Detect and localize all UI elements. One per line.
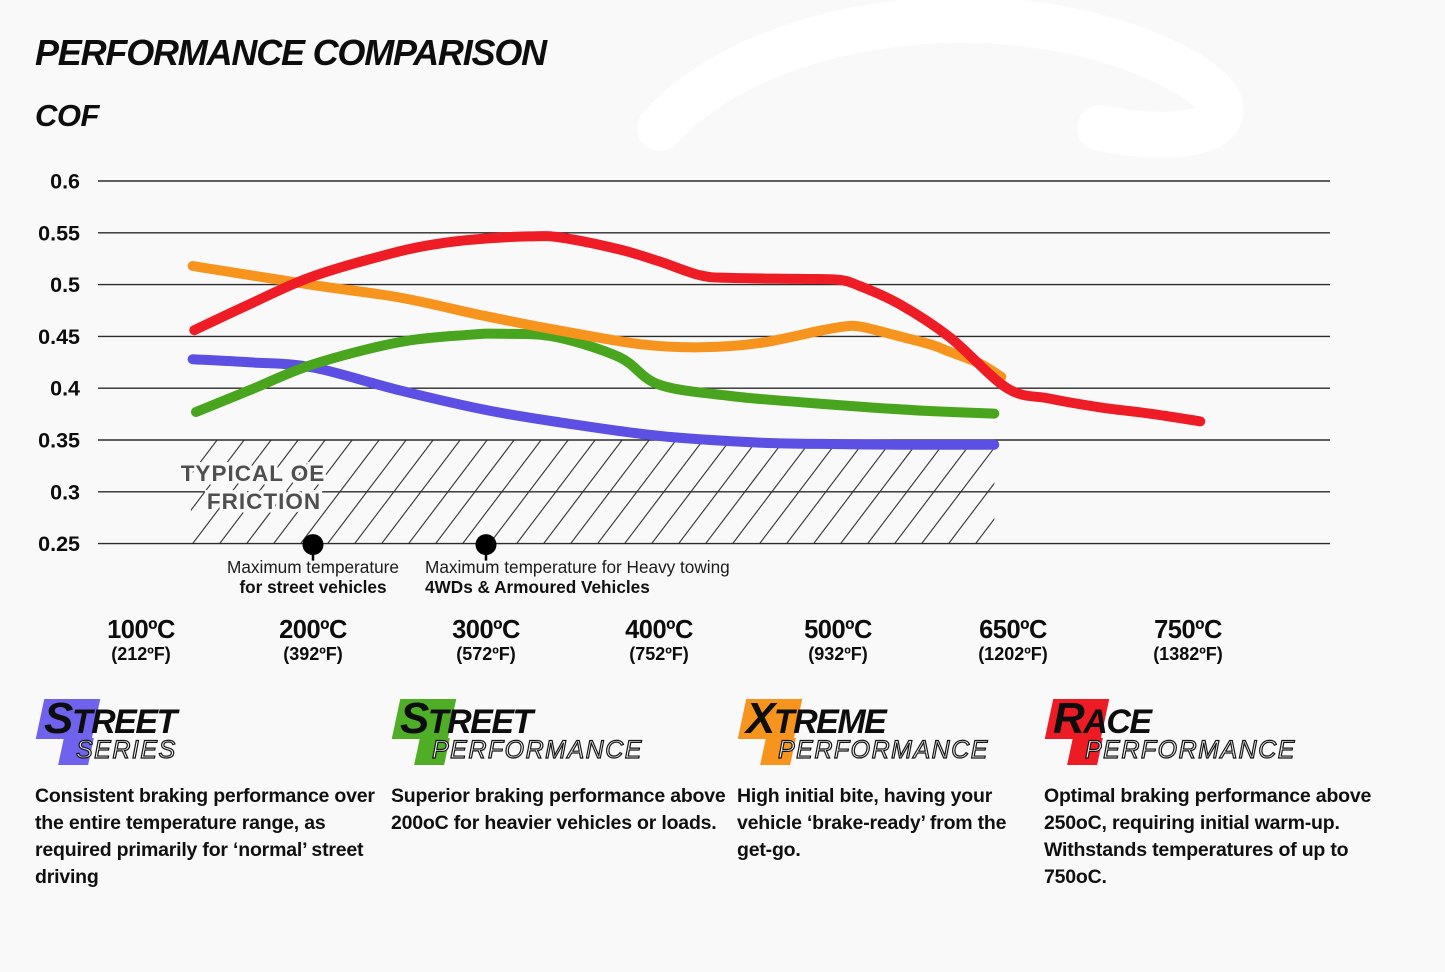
- cof-axis-label: COF: [35, 98, 99, 133]
- annotation-dot-icon: [303, 534, 324, 555]
- logo-line1: STREET: [44, 694, 176, 743]
- legend-description: Optimal braking performance above 250oC, requiring initial warm-up. Withstands temperatures of up to 750oC.: [1044, 785, 1372, 888]
- legend-street-series: [35, 694, 387, 891]
- legend-description: High initial bite, having your vehicle ‘brake-ready’ from the get-go.: [737, 785, 1007, 861]
- x-tick-fahrenheit: (1202ºF): [978, 644, 1048, 664]
- x-tick-fahrenheit: (752ºF): [629, 644, 689, 664]
- x-tick-fahrenheit: (932ºF): [808, 644, 868, 664]
- annotation-line2: for street vehicles: [239, 577, 387, 597]
- logo-line1: XTREME: [746, 694, 886, 743]
- street-performance-logo: [391, 694, 731, 771]
- legend-race-performance: [1044, 694, 1384, 891]
- y-tick-label: 0.55: [38, 221, 80, 246]
- x-tick-celsius: 400ºC: [625, 616, 693, 644]
- x-tick-celsius: 500ºC: [804, 616, 872, 644]
- street-series-logo: [35, 694, 387, 771]
- y-tick-label: 0.6: [50, 169, 80, 194]
- logo-line2: PERFORMANCE: [778, 736, 989, 764]
- x-tick-fahrenheit: (392ºF): [283, 644, 343, 664]
- logo-line2: SERIES: [76, 736, 177, 764]
- y-tick-label: 0.3: [50, 480, 80, 505]
- watermark-swoosh-icon: [660, 20, 1221, 135]
- annotation-line1: Maximum temperature: [227, 557, 399, 577]
- x-tick-fahrenheit: (212ºF): [111, 644, 171, 664]
- legend-description: Consistent braking performance over the entire temperature range, as required primarily for ‘normal’ street driving: [35, 785, 375, 888]
- annotation-dot-icon: [476, 534, 497, 555]
- x-tick-fahrenheit: (572ºF): [456, 644, 516, 664]
- y-tick-label: 0.45: [38, 324, 80, 349]
- y-tick-label: 0.5: [50, 273, 80, 298]
- x-tick-celsius: 100ºC: [107, 616, 175, 644]
- y-tick-label: 0.35: [38, 428, 80, 453]
- page-title: PERFORMANCE COMPARISON: [35, 32, 546, 73]
- x-tick-celsius: 650ºC: [979, 616, 1047, 644]
- legend-street-performance: [391, 694, 731, 837]
- y-tick-label: 0.4: [50, 376, 80, 401]
- oe-band-label: FRICTION: [206, 489, 322, 514]
- legend-xtreme-performance: [737, 694, 1037, 864]
- annotation-line1: Maximum temperature for Heavy towing: [425, 557, 730, 577]
- x-tick-celsius: 750ºC: [1154, 616, 1222, 644]
- series-street-series: [193, 359, 995, 445]
- y-tick-label: 0.25: [38, 532, 80, 557]
- x-tick-fahrenheit: (1382ºF): [1153, 644, 1223, 664]
- logo-line1: RACE: [1053, 694, 1151, 743]
- series-street-performance: [196, 334, 994, 414]
- x-tick-celsius: 300ºC: [452, 616, 520, 644]
- annotation-line2: 4WDs & Armoured Vehicles: [425, 577, 650, 597]
- x-tick-celsius: 200ºC: [279, 616, 347, 644]
- legend-description: Superior braking performance above 200oC for heavier vehicles or loads.: [391, 785, 726, 834]
- logo-line1: STREET: [400, 694, 532, 743]
- logo-line2: PERFORMANCE: [432, 736, 643, 764]
- logo-line2: PERFORMANCE: [1085, 736, 1296, 764]
- race-performance-logo: [1044, 694, 1384, 771]
- oe-band-label: TYPICAL OE: [180, 461, 326, 486]
- xtreme-performance-logo: [737, 694, 1037, 771]
